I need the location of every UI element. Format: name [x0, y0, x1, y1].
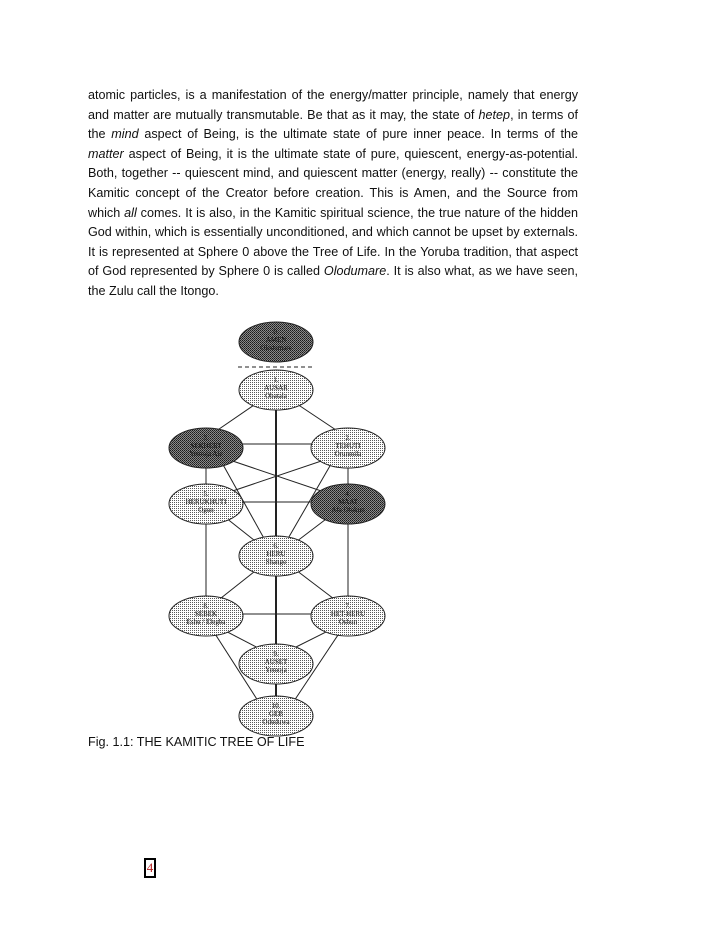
sphere-1 [239, 370, 313, 410]
sphere-alt-name: Oshun [338, 618, 358, 626]
term-olodumare: Olodumare [323, 264, 387, 279]
sphere-alt-name: Orunmila [334, 450, 362, 458]
sphere-7 [311, 596, 385, 636]
sphere-name: GEB [269, 710, 283, 718]
text-run: aspect of Being, is the ultimate state of pure inner peace. In terms of the [138, 127, 578, 142]
sphere-name: AMEN [265, 336, 287, 344]
sphere-0 [239, 322, 313, 362]
sphere-name: HERU [266, 550, 286, 558]
sphere-name: TEHUTI [335, 442, 361, 450]
sphere-alt-name: Yemoja Aje [189, 450, 223, 458]
sphere-alt-name: Ogun [198, 506, 214, 514]
sphere-4 [311, 484, 385, 524]
sphere-alt-name: Obatala [265, 392, 287, 400]
sphere-3 [169, 428, 243, 468]
sphere-number: 2. [345, 434, 351, 442]
sphere-number: 10. [271, 702, 281, 710]
sphere-alt-name: Oduduwa [262, 718, 290, 726]
sphere-name: AUSAR [264, 384, 288, 392]
sphere-2 [311, 428, 385, 468]
sphere-name: HET-HERU [330, 610, 366, 618]
sphere-name: HERUKHUTI [185, 498, 227, 506]
sphere-number: 4. [345, 490, 351, 498]
term-mind: mind [111, 127, 139, 142]
sphere-8 [169, 596, 243, 636]
sphere-9 [239, 644, 313, 684]
sphere-number: 1. [273, 376, 279, 384]
sphere-alt-name: Shango [265, 558, 287, 566]
text-run: atomic particles, is a manifestation of the energy/matter principle, namely that energy and matter are mutually transmutable. Be that as it may, the state of [88, 88, 578, 122]
sphere-6 [239, 536, 313, 576]
sphere-number: 0. [273, 328, 279, 336]
term-hetep: hetep [478, 107, 511, 122]
sphere-number: 6. [273, 542, 279, 550]
tree-of-life-diagram [160, 312, 400, 742]
sphere-number: 8. [203, 602, 209, 610]
sphere-number: 7. [345, 602, 351, 610]
sphere-name: SEBEK [194, 610, 218, 618]
sphere-name: SEKHERT [190, 442, 222, 450]
sphere-number: 5. [203, 490, 209, 498]
tree-of-life-svg [160, 312, 400, 742]
term-matter: matter [88, 146, 124, 161]
text-run: comes. It is also, in the Kamitic spiritual science, the true nature of the hidden God within, which is essentially unconditioned, and which cannot be upset by externals. It is represented at Sphere 0 above the Tree of Life. In the Yoruba tradition, that aspect of God represented by Sphere 0 is called [88, 205, 578, 279]
page-number: 4 [144, 858, 156, 878]
body-paragraph [88, 86, 578, 302]
figure-caption: Fig. 1.1: THE KAMITIC TREE OF LIFE [88, 735, 305, 749]
sphere-alt-name: Afa Olokun [331, 506, 365, 514]
sphere-alt-name: Olodumare [260, 344, 292, 352]
sphere-5 [169, 484, 243, 524]
sphere-name: AUSET [264, 658, 288, 666]
text-run: . It is also what, as we have seen, the Zulu call the Itongo. [88, 264, 578, 298]
term-all: all [124, 205, 137, 220]
sphere-alt-name: Eshu / Elegba [186, 618, 226, 626]
sphere-name: MAAT [338, 498, 358, 506]
sphere-alt-name: Yemoja [265, 666, 287, 674]
sphere-number: 9. [273, 650, 279, 658]
sphere-10 [239, 696, 313, 736]
text-run: aspect of Being, it is the ultimate state of pure, quiescent, energy-as-potential. Both, together -- quiescent mind, and quiescent matter (energy, really) -- constitute the Kamitic concept of the Creator before creation. This is Amen, and the Source from which [88, 146, 578, 220]
sphere-number: 3. [203, 434, 209, 442]
text-run: , in terms of the [88, 107, 578, 142]
